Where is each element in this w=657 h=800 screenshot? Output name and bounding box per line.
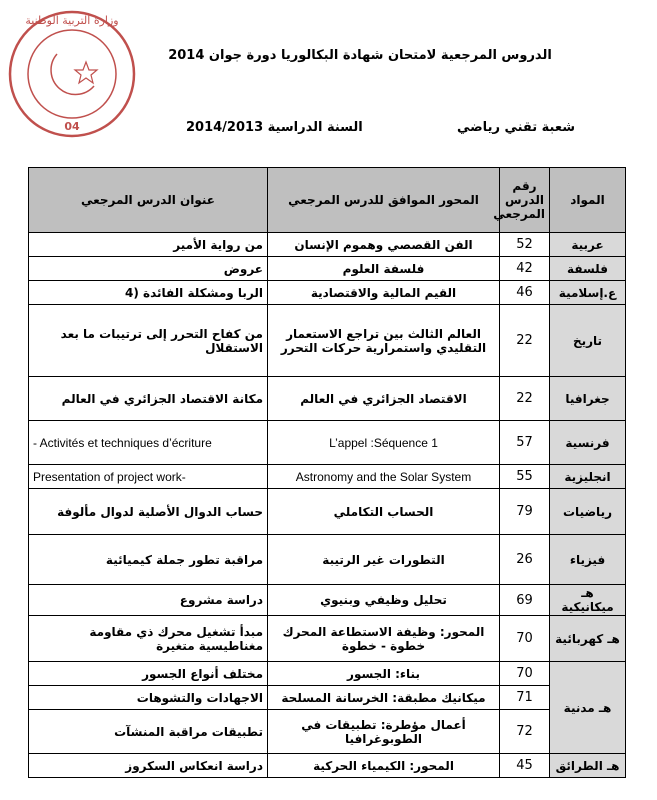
- lesson-number-cell: 46: [500, 281, 550, 305]
- header-axis: المحور الموافق للدرس المرجعي: [268, 168, 500, 233]
- lesson-title-cell: الربا ومشكلة الفائدة (4: [29, 281, 268, 305]
- table-row: [29, 421, 626, 465]
- lesson-number-cell: 52: [500, 233, 550, 257]
- header-subject: المواد: [550, 168, 626, 233]
- subject-cell: هـ كهربائية: [550, 616, 626, 662]
- subject-cell: انجليزية: [550, 465, 626, 489]
- axis-cell: الحساب التكاملي: [268, 489, 500, 535]
- axis-cell: الفن القصصي وهموم الإنسان: [268, 233, 500, 257]
- lesson-title-cell: الاجهادات والتشوهات: [29, 686, 268, 710]
- axis-cell: L’appel :Séquence 1: [268, 421, 500, 465]
- lesson-title-cell: دراسة مشروع: [29, 585, 268, 616]
- axis-cell: العالم الثالث بين تراجع الاستعمار التقليدي واستمرارية حركات التحرر: [268, 305, 500, 377]
- lesson-title-cell: من كفاح التحرر إلى ترتيبات ما بعد الاستقلال: [29, 305, 268, 377]
- subject-cell: جغرافيا: [550, 377, 626, 421]
- header-lesson-title: عنوان الدرس المرجعي: [29, 168, 268, 233]
- lesson-number-cell: 22: [500, 377, 550, 421]
- document-title: الدروس المرجعية لامتحان شهادة البكالوريا دورة جوان 2014: [168, 48, 552, 63]
- reference-lessons-table: [28, 167, 626, 778]
- axis-cell: المحور: وظيفة الاستطاعة المحرك خطوة - خطوة: [268, 616, 500, 662]
- lesson-number-cell: 22: [500, 305, 550, 377]
- table-row: [29, 662, 626, 686]
- lesson-title-cell: مبدأ تشغيل محرك ذي مقاومة مغناطيسية متغيرة: [29, 616, 268, 662]
- subject-cell: فيزياء: [550, 535, 626, 585]
- table-row: [29, 585, 626, 616]
- table-row: [29, 616, 626, 662]
- table-row: [29, 305, 626, 377]
- lesson-title-cell: دراسة انعكاس السكروز: [29, 754, 268, 778]
- lesson-number-cell: 42: [500, 257, 550, 281]
- table-row: [29, 257, 626, 281]
- table-row: [29, 465, 626, 489]
- axis-cell: القيم المالية والاقتصادية: [268, 281, 500, 305]
- lesson-title-cell: مراقبة تطور جملة كيميائية: [29, 535, 268, 585]
- axis-cell: ميكانيك مطبقة: الخرسانة المسلحة: [268, 686, 500, 710]
- axis-cell: التطورات غير الرتيبة: [268, 535, 500, 585]
- lesson-title-cell: - Activités et techniques d’écriture: [29, 421, 268, 465]
- axis-cell: تحليل وظيفي وبنيوي: [268, 585, 500, 616]
- table-row: [29, 377, 626, 421]
- lesson-number-cell: 72: [500, 710, 550, 754]
- axis-cell: الاقتصاد الجزائري في العالم: [268, 377, 500, 421]
- table-row: [29, 281, 626, 305]
- lesson-number-cell: 70: [500, 616, 550, 662]
- branch-label: شعبة تقني رياضي: [456, 120, 575, 135]
- lesson-title-cell: تطبيقات مراقبة المنشآت: [29, 710, 268, 754]
- axis-cell: المحور: الكيمياء الحركية: [268, 754, 500, 778]
- subject-cell: هـ الطرائق: [550, 754, 626, 778]
- axis-cell: أعمال مؤطرة: تطبيقات في الطوبوغرافيا: [268, 710, 500, 754]
- ministry-seal: [2, 4, 142, 144]
- school-year: السنة الدراسية 2014/2013: [186, 120, 363, 135]
- lesson-number-cell: 26: [500, 535, 550, 585]
- lesson-number-cell: 71: [500, 686, 550, 710]
- lesson-title-cell: مختلف أنواع الجسور: [29, 662, 268, 686]
- subject-cell: رياضيات: [550, 489, 626, 535]
- lesson-title-cell: من رواية الأمير: [29, 233, 268, 257]
- header-lesson-number: رقم الدرس المرجعي: [500, 168, 550, 233]
- lesson-number-cell: 55: [500, 465, 550, 489]
- table-row: [29, 233, 626, 257]
- table-row: [29, 686, 626, 710]
- axis-cell: Astronomy and the Solar System: [268, 465, 500, 489]
- table-row: [29, 754, 626, 778]
- lesson-number-cell: 45: [500, 754, 550, 778]
- lesson-title-cell: حساب الدوال الأصلية لدوال مألوفة: [29, 489, 268, 535]
- axis-cell: بناء: الجسور: [268, 662, 500, 686]
- axis-cell: فلسفة العلوم: [268, 257, 500, 281]
- subject-cell: فلسفة: [550, 257, 626, 281]
- seal-number: 04: [64, 120, 80, 133]
- table-row: [29, 710, 626, 754]
- lesson-number-cell: 57: [500, 421, 550, 465]
- lesson-number-cell: 79: [500, 489, 550, 535]
- table-row: [29, 489, 626, 535]
- subject-cell: هـ مدنية: [550, 662, 626, 754]
- subject-cell: هـ ميكانيكية: [550, 585, 626, 616]
- lesson-title-cell: عروض: [29, 257, 268, 281]
- subject-cell: ع.إسلامية: [550, 281, 626, 305]
- lesson-number-cell: 69: [500, 585, 550, 616]
- subject-cell: تاريخ: [550, 305, 626, 377]
- lesson-number-cell: 70: [500, 662, 550, 686]
- lesson-title-cell: Presentation of project work-: [29, 465, 268, 489]
- lesson-title-cell: مكانة الاقتصاد الجزائري في العالم: [29, 377, 268, 421]
- table-row: [29, 535, 626, 585]
- table-header-row: [29, 168, 626, 233]
- subject-cell: عربية: [550, 233, 626, 257]
- subject-cell: فرنسية: [550, 421, 626, 465]
- seal-ring-text: وزارة التربية الوطنية: [25, 14, 119, 27]
